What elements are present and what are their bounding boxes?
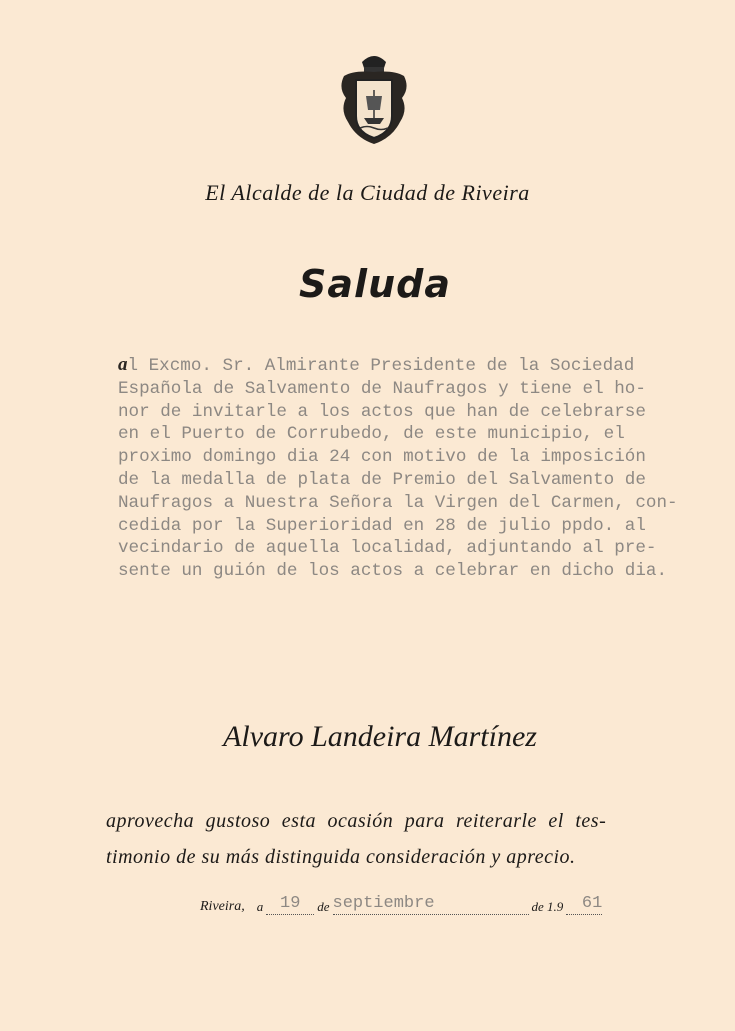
document-title: Saluda [299, 262, 451, 306]
body-line: de la medalla de plata de Premio del Salvamento de [118, 469, 646, 490]
date-place: Riveira, [200, 899, 245, 914]
date-de: de [317, 899, 330, 914]
body-initial: a [118, 354, 128, 375]
body-line: cedida por la Superioridad en 28 de julio ppdo. al [118, 515, 646, 536]
body-line: en el Puerto de Corrubedo, de este municipio, el [118, 424, 625, 445]
date-day: 19 [266, 894, 314, 915]
body-line: Naufragos a Nuestra Señora la Virgen del Carmen, con- [118, 492, 678, 513]
body-line: sente un guión de los actos a celebrar en dicho dia. [118, 561, 668, 582]
invitation-body [118, 354, 678, 583]
body-line: proximo domingo dia 24 con motivo de la imposición [118, 447, 646, 468]
body-line: vecindario de aquella localidad, adjuntando al pre- [118, 538, 657, 559]
date-month: septiembre [333, 894, 529, 915]
signatory-name: Alvaro Landeira Martínez [223, 720, 537, 753]
closing-line: timonio de su más distinguida consideración y aprecio. [106, 846, 576, 868]
body-line: Española de Salvamento de Naufragos y tiene el ho- [118, 378, 646, 399]
date-a: a [256, 899, 264, 914]
issuer-heading: El Alcalde de la Ciudad de Riveira [205, 180, 530, 205]
date-year: 61 [566, 894, 602, 915]
body-line: l Excmo. Sr. Almirante Presidente de la Sociedad [127, 356, 635, 376]
date-line [200, 894, 605, 915]
body-line: nor de invitarle a los actos que han de celebrarse [118, 401, 646, 422]
closing-line: aprovecha gustoso esta ocasión para reiterarle el tes- [106, 810, 607, 832]
coat-of-arms-seal [334, 48, 414, 148]
date-de-year-prefix: de 1.9 [531, 899, 564, 914]
